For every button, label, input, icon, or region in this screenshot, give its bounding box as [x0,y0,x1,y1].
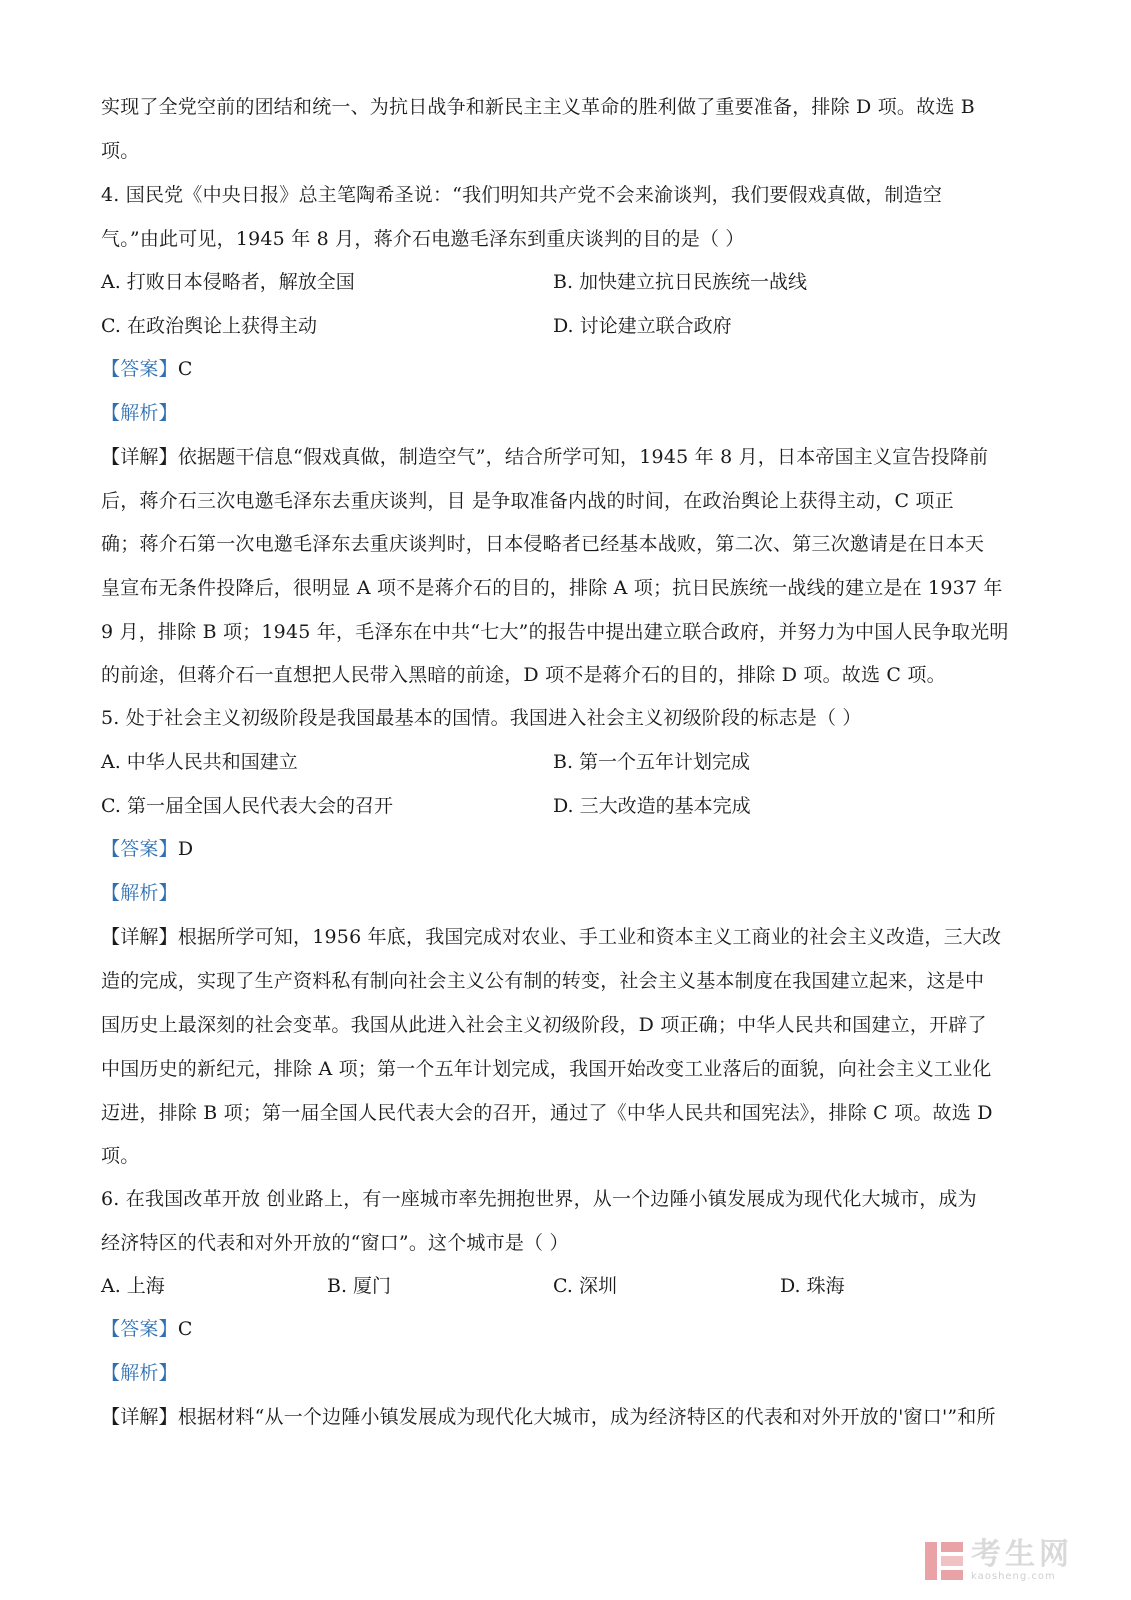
q6-option-b: B. 厦门 [327,1275,392,1297]
answer-value: D [177,838,194,860]
q4-detail-line-1 [101,445,1031,469]
answer-value: C [177,1318,193,1340]
q5-detail-line-2: 造的完成，实现了生产资料私有制向社会主义公有制的转变，社会主义基本制度在我国建立起来，这是中 [101,970,985,992]
q4-analysis [101,401,1031,425]
q4-detail-line-5: 9 月，排除 B 项；1945 年，毛泽东在中共“七大”的报告中提出建立联合政府，并努力为中国人民争取光明 [101,621,1009,643]
watermark-url: kaosheng.com [971,1571,1056,1582]
q6-detail-line-1 [101,1405,1031,1429]
q5-detail-line-1 [101,925,1031,949]
answer-tag: 【答案】 [101,358,178,380]
watermark [925,1538,1105,1584]
detail-tag: 【详解】 [101,926,178,948]
answer-value: C [177,358,193,380]
q4-option-d: D. 讨论建立联合政府 [553,315,732,337]
answer-tag: 【答案】 [101,1318,178,1340]
q5-answer [101,837,1031,861]
q5-option-a: A. 中华人民共和国建立 [101,751,298,773]
q6-option-a: A. 上海 [101,1275,165,1297]
intro-line-1: 实现了全党空前的团结和统一、为抗日战争和新民主主义革命的胜利做了重要准备，排除 D 项。故选 B [101,96,975,118]
detail-text: 根据所学可知，1956 年底，我国完成对农业、手工业和资本主义工商业的社会主义改造，三大改 [177,926,1002,948]
q4-answer [101,357,1031,381]
detail-text: 依据题干信息“假戏真做，制造空气”，结合所学可知，1945 年 8 月，日本帝国主义宣告投降前 [177,446,989,468]
q5-option-d: D. 三大改造的基本完成 [553,795,751,817]
detail-tag: 【详解】 [101,446,178,468]
q4-detail-line-4: 皇宣布无条件投降后，很明显 A 项不是蒋介石的目的，排除 A 项；抗日民族统一战线的建立是在 1937 年 [101,577,1003,599]
q6-answer [101,1317,1031,1341]
q4-detail-line-2: 后，蒋介石三次电邀毛泽东去重庆谈判，目 是争取准备内战的时间，在政治舆论上获得主动，C 项正 [101,490,954,512]
q5-stem-line-1: 5. 处于社会主义初级阶段是我国最基本的国情。我国进入社会主义初级阶段的标志是（ ） [101,707,862,729]
q5-detail-line-3: 国历史上最深刻的社会变革。我国从此进入社会主义初级阶段，D 项正确；中华人民共和国建立，开辟了 [101,1014,987,1036]
detail-text: 根据材料“从一个边陲小镇发展成为现代化大城市，成为经济特区的代表和对外开放的'窗口'”和所 [177,1406,996,1428]
watermark-text [971,1537,1073,1582]
q6-option-d: D. 珠海 [780,1275,845,1297]
q4-option-a: A. 打败日本侵略者，解放全国 [101,271,355,293]
q6-analysis [101,1361,1031,1385]
watermark-title: 考生网 [971,1537,1073,1572]
q5-option-c: C. 第一届全国人民代表大会的召开 [101,795,393,817]
q6-option-c: C. 深圳 [553,1275,617,1297]
q6-stem-line-1: 6. 在我国改革开放 创业路上，有一座城市率先拥抱世界，从一个边陲小镇发展成为现代化大城市，成为 [101,1188,977,1210]
q4-stem-line-1: 4. 国民党《中央日报》总主笔陶希圣说：“我们明知共产党不会来渝谈判，我们要假戏真做，制造空 [101,184,943,206]
q4-detail-line-3: 确；蒋介石第一次电邀毛泽东去重庆谈判时，日本侵略者已经基本战败，第二次、第三次邀请是在日本天 [101,533,985,555]
answer-tag: 【答案】 [101,838,178,860]
analysis-tag: 【解析】 [101,1362,178,1384]
intro-line-2: 项。 [101,140,140,162]
q5-detail-line-5: 迈进，排除 B 项；第一届全国人民代表大会的召开，通过了《中华人民共和国宪法》，排除 C 项。故选 D [101,1102,993,1124]
q5-detail-line-6: 项。 [101,1145,140,1167]
q4-stem-line-2: 气。”由此可见，1945 年 8 月，蒋介石电邀毛泽东到重庆谈判的目的是（ ） [101,228,745,250]
detail-tag: 【详解】 [101,1406,178,1428]
q5-detail-line-4: 中国历史的新纪元，排除 A 项；第一个五年计划完成，我国开始改变工业落后的面貌，向社会主义工业化 [101,1058,992,1080]
analysis-tag: 【解析】 [101,402,178,424]
q5-analysis [101,881,1031,905]
q4-option-c: C. 在政治舆论上获得主动 [101,315,317,337]
analysis-tag: 【解析】 [101,882,178,904]
q5-option-b: B. 第一个五年计划完成 [553,751,751,773]
q4-option-b: B. 加快建立抗日民族统一战线 [553,271,808,293]
q4-detail-line-6: 的前途，但蒋介石一直想把人民带入黑暗的前途，D 项不是蒋介石的目的，排除 D 项。故选 C 项。 [101,664,946,686]
q6-stem-line-2: 经济特区的代表和对外开放的“窗口”。这个城市是（ ） [101,1232,569,1254]
kaosheng-logo-icon [925,1542,963,1580]
